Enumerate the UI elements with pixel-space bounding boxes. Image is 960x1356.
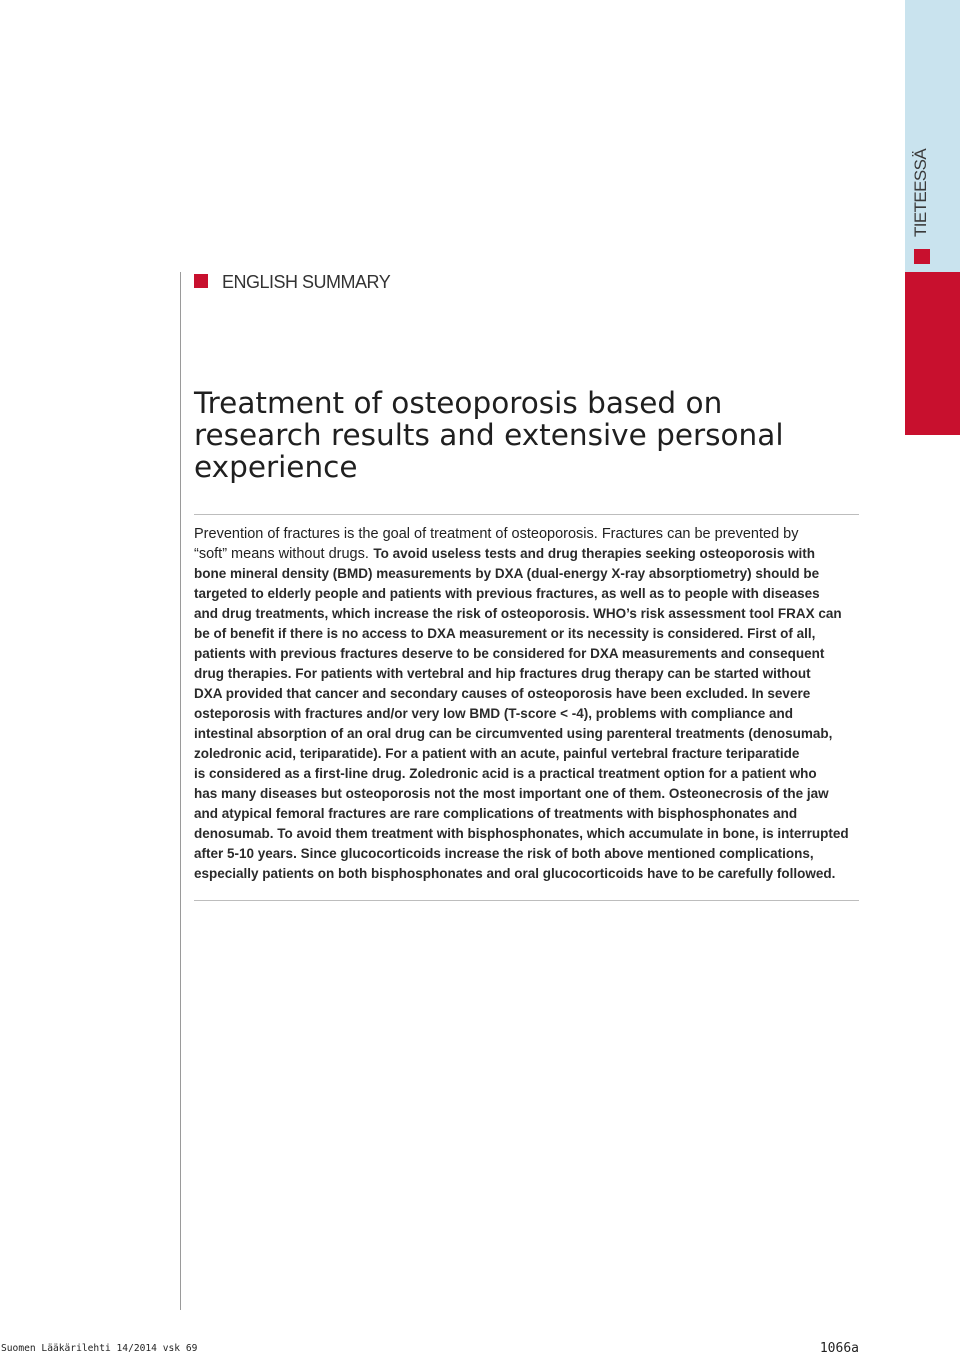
summary-body-text: zoledronic acid, teriparatide). For a patient with an acute, painful vertebral fracture teriparatide	[194, 746, 800, 761]
column-divider	[180, 272, 181, 1310]
summary-body-text: especially patients on both bisphosphonates and oral glucocorticoids have to be carefully followed.	[194, 866, 836, 881]
summary-body-text: patients with previous fractures deserve to be considered for DXA measurements and consequent	[194, 646, 825, 661]
section-tab-label: TIETEESSÄ	[911, 148, 930, 237]
summary-line	[194, 724, 894, 744]
summary-line	[194, 864, 894, 884]
summary-body-text: intestinal absorption of an oral drug can be circumvented using parenteral treatments (denosumab,	[194, 726, 833, 741]
summary-line	[194, 584, 894, 604]
summary-line	[194, 664, 894, 684]
summary-body-text: To avoid useless tests and drug therapies seeking osteoporosis with	[373, 546, 815, 561]
summary-paragraph	[194, 524, 894, 884]
summary-line	[194, 604, 894, 624]
top-rule	[194, 514, 859, 515]
summary-line	[194, 824, 894, 844]
summary-line	[194, 784, 894, 804]
footer-page-number: 1066a	[819, 1341, 859, 1356]
summary-line	[194, 524, 894, 544]
summary-body-text: DXA provided that cancer and secondary causes of osteoporosis have been excluded. In severe	[194, 686, 811, 701]
summary-line	[194, 764, 894, 784]
summary-body-text: targeted to elderly people and patients with previous fractures, as well as to people with diseases	[194, 586, 820, 601]
section-marker-square	[914, 249, 930, 264]
summary-body-text: osteporosis with fractures and/or very low BMD (T-score < -4), problems with compliance and	[194, 706, 794, 721]
summary-lead-text: “soft” means without drugs.	[194, 546, 369, 562]
kicker-label: ENGLISH SUMMARY	[222, 272, 391, 292]
summary-line	[194, 704, 894, 724]
summary-line	[194, 644, 894, 664]
kicker-marker-square	[194, 274, 208, 288]
article-title: Treatment of osteoporosis based on research results and extensive personal experience	[194, 386, 784, 484]
summary-body-text: be of benefit if there is no access to DXA measurement or its necessity is considered. First of all,	[194, 626, 816, 641]
bottom-rule	[194, 900, 859, 901]
summary-body-text: after 5-10 years. Since glucocorticoids increase the risk of both above mentioned complications,	[194, 846, 814, 861]
summary-body-text: has many diseases but osteoporosis not the most important one of them. Osteonecrosis of the jaw	[194, 786, 829, 801]
section-tab-red	[905, 272, 960, 435]
summary-line	[194, 684, 894, 704]
summary-body-text: and drug treatments, which increase the risk of osteoporosis. WHO’s risk assessment tool FRAX can	[194, 606, 842, 621]
summary-body-text: and atypical femoral fractures are rare complications of treatments with bisphosphonates and	[194, 806, 798, 821]
summary-body-text: bone mineral density (BMD) measurements by DXA (dual-energy X-ray absorptiometry) should be	[194, 566, 820, 581]
summary-line	[194, 564, 894, 584]
summary-line	[194, 744, 894, 764]
summary-line	[194, 804, 894, 824]
footer-journal-info: Suomen Lääkärilehti 14/2014 vsk 69	[1, 1343, 198, 1354]
summary-body-text: drug therapies. For patients with vertebral and hip fractures drug therapy can be started without	[194, 666, 811, 681]
summary-body-text: is considered as a first-line drug. Zoledronic acid is a practical treatment option for a patient who	[194, 766, 817, 781]
summary-line	[194, 544, 894, 564]
summary-line	[194, 844, 894, 864]
summary-line	[194, 624, 894, 644]
summary-lead-text: Prevention of fractures is the goal of treatment of osteoporosis. Fractures can be prevented by	[194, 526, 799, 542]
summary-body-text: denosumab. To avoid them treatment with bisphosphonates, which accumulate in bone, is interrupted	[194, 826, 849, 841]
